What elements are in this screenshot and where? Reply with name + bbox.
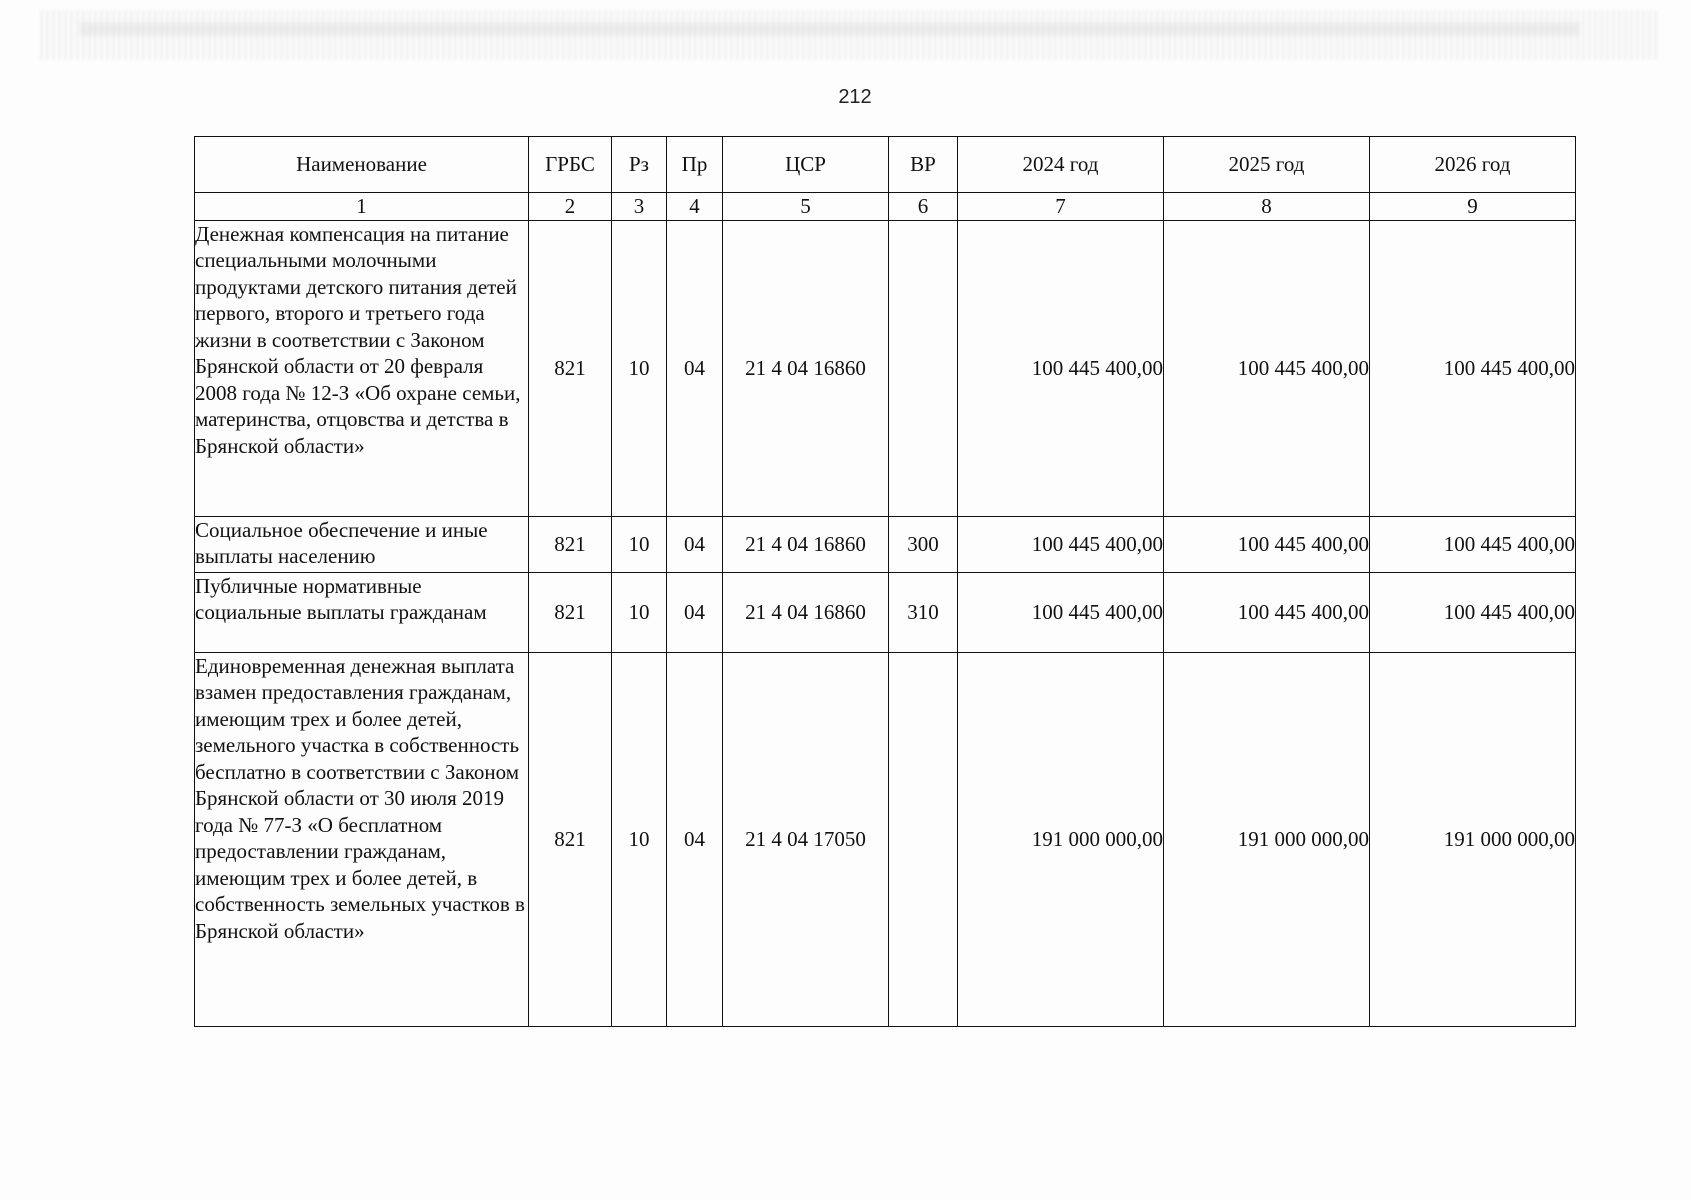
row-vr <box>889 220 958 516</box>
row-amount-2026: 191 000 000,00 <box>1370 652 1576 1026</box>
row-vr <box>889 652 958 1026</box>
column-number: 5 <box>723 193 889 221</box>
column-number: 2 <box>529 193 612 221</box>
row-amount-2024: 100 445 400,00 <box>958 220 1164 516</box>
column-number: 9 <box>1370 193 1576 221</box>
row-csr: 21 4 04 17050 <box>723 652 889 1026</box>
row-name: Денежная компенсация на питание специальными молочными продуктами детского питания детей первого, второго и третьего года жизни в соответствии с Законом Брянской области от 20 февраля 2008 года № 12-З «Об охране семьи, материнства, отцовства и детства в Брянской области» <box>195 220 529 516</box>
row-vr: 310 <box>889 572 958 652</box>
row-amount-2026: 100 445 400,00 <box>1370 572 1576 652</box>
column-number: 3 <box>612 193 667 221</box>
row-amount-2025: 191 000 000,00 <box>1164 652 1370 1026</box>
header-row <box>195 137 1576 193</box>
row-amount-2024: 191 000 000,00 <box>958 652 1164 1026</box>
row-vr: 300 <box>889 516 958 572</box>
table-row <box>195 652 1576 1026</box>
table-row <box>195 220 1576 516</box>
row-grbs: 821 <box>529 652 612 1026</box>
column-number: 8 <box>1164 193 1370 221</box>
column-number: 4 <box>667 193 723 221</box>
header-2026: 2026 год <box>1370 137 1576 193</box>
table-row <box>195 572 1576 652</box>
row-amount-2026: 100 445 400,00 <box>1370 220 1576 516</box>
header-grbs: ГРБС <box>529 137 612 193</box>
row-csr: 21 4 04 16860 <box>723 572 889 652</box>
page-number: 212 <box>838 86 872 108</box>
row-pr: 04 <box>667 652 723 1026</box>
row-amount-2026: 100 445 400,00 <box>1370 516 1576 572</box>
row-name: Социальное обеспечение и иные выплаты населению <box>195 516 529 572</box>
row-grbs: 821 <box>529 220 612 516</box>
header-csr: ЦСР <box>723 137 889 193</box>
column-number: 1 <box>195 193 529 221</box>
scan-noise-line <box>80 22 1580 36</box>
row-amount-2025: 100 445 400,00 <box>1164 220 1370 516</box>
row-pr: 04 <box>667 220 723 516</box>
row-rz: 10 <box>612 220 667 516</box>
row-amount-2024: 100 445 400,00 <box>958 572 1164 652</box>
row-name: Единовременная денежная выплата взамен предоставления гражданам, имеющим трех и более детей, земельного участка в собственность бесплатно в соответствии с Законом Брянской области от 30 июля 2019 года № 77-З «О бесплатном предоставлении гражданам, имеющим трех и более детей, в собственность земельных участков в Брянской области» <box>195 652 529 1026</box>
header-name: Наименование <box>195 137 529 193</box>
row-rz: 10 <box>612 516 667 572</box>
row-grbs: 821 <box>529 516 612 572</box>
budget-table <box>194 136 1576 1027</box>
table-row <box>195 516 1576 572</box>
header-vr: ВР <box>889 137 958 193</box>
row-amount-2025: 100 445 400,00 <box>1164 572 1370 652</box>
row-pr: 04 <box>667 572 723 652</box>
row-amount-2025: 100 445 400,00 <box>1164 516 1370 572</box>
column-number: 6 <box>889 193 958 221</box>
header-2025: 2025 год <box>1164 137 1370 193</box>
header-2024: 2024 год <box>958 137 1164 193</box>
row-rz: 10 <box>612 572 667 652</box>
column-number-row <box>195 193 1576 221</box>
row-grbs: 821 <box>529 572 612 652</box>
row-amount-2024: 100 445 400,00 <box>958 516 1164 572</box>
row-csr: 21 4 04 16860 <box>723 516 889 572</box>
row-rz: 10 <box>612 652 667 1026</box>
row-csr: 21 4 04 16860 <box>723 220 889 516</box>
row-pr: 04 <box>667 516 723 572</box>
header-pr: Пр <box>667 137 723 193</box>
row-name: Публичные нормативные социальные выплаты гражданам <box>195 572 529 652</box>
header-rz: Рз <box>612 137 667 193</box>
column-number: 7 <box>958 193 1164 221</box>
